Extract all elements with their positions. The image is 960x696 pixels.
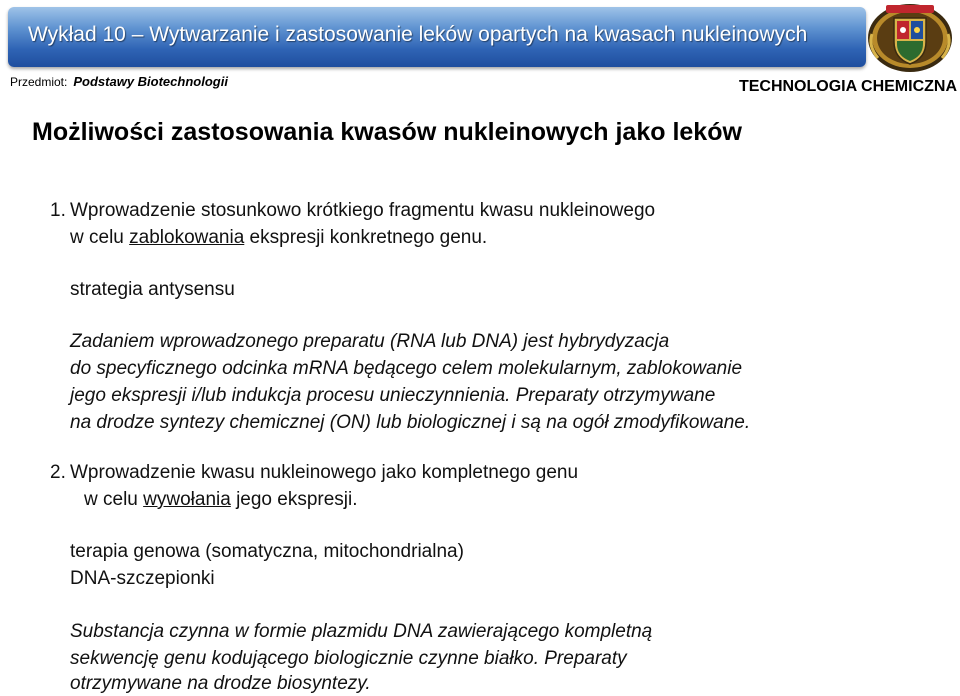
plasmid-line: otrzymywane na drodze biosyntezy. (70, 673, 371, 694)
lecture-title: Wykład 10 – Wytwarzanie i zastosowanie leków opartych na kwasach nukleinowych (28, 23, 808, 46)
item-2-line-2-after: jego ekspresji. (230, 489, 358, 510)
antisense-line: do specyficznego odcinka mRNA będącego celem molekularnym, zablokowanie (70, 358, 743, 379)
item-1-line-1: Wprowadzenie stosunkowo krótkiego fragmentu kwasu nukleinowego (70, 200, 656, 221)
item-2-line-2-before: w celu (84, 489, 144, 510)
item-1-keyword: zablokowania (129, 227, 245, 248)
subject-row (10, 74, 228, 89)
item-1-line-2-before: w celu (70, 227, 130, 248)
antisense-line: jego ekspresji i/lub indukcja procesu unieczynnienia. Preparaty otrzymywane (70, 385, 716, 406)
item-2-line-2 (84, 486, 358, 513)
therapy-line: DNA-szczepionki (70, 568, 215, 589)
item-1-number: 1. (50, 200, 66, 221)
therapy-line: terapia genowa (somatyczna, mitochondrialna) (70, 541, 464, 562)
subject-name: Podstawy Biotechnologii (73, 74, 228, 89)
item-2-keyword: wywołania (143, 489, 231, 510)
slide-heading: Możliwości zastosowania kwasów nukleinowych jako leków (32, 118, 742, 146)
university-crest-icon (866, 2, 954, 74)
item-2-line-1: Wprowadzenie kwasu nukleinowego jako kompletnego genu (70, 462, 579, 483)
plasmid-line: sekwencję genu kodującego biologicznie czynne białko. Preparaty (70, 648, 627, 669)
strategy-label: strategia antysensu (70, 279, 235, 300)
item-2-number: 2. (50, 462, 66, 483)
plasmid-line: Substancja czynna w formie plazmidu DNA zawierającego kompletną (70, 621, 653, 642)
antisense-line: na drodze syntezy chemicznej (ON) lub biologicznej i są na ogół zmodyfikowane. (70, 412, 751, 433)
department-name: TECHNOLOGIA CHEMICZNA (738, 78, 957, 95)
item-1-line-2-after: ekspresji konkretnego genu. (244, 227, 488, 248)
antisense-line: Zadaniem wprowadzonego preparatu (RNA lub DNA) jest hybrydyzacja (70, 331, 670, 352)
subject-label: Przedmiot: (10, 75, 68, 89)
title-bar (8, 7, 866, 67)
item-1-line-2 (70, 224, 487, 251)
